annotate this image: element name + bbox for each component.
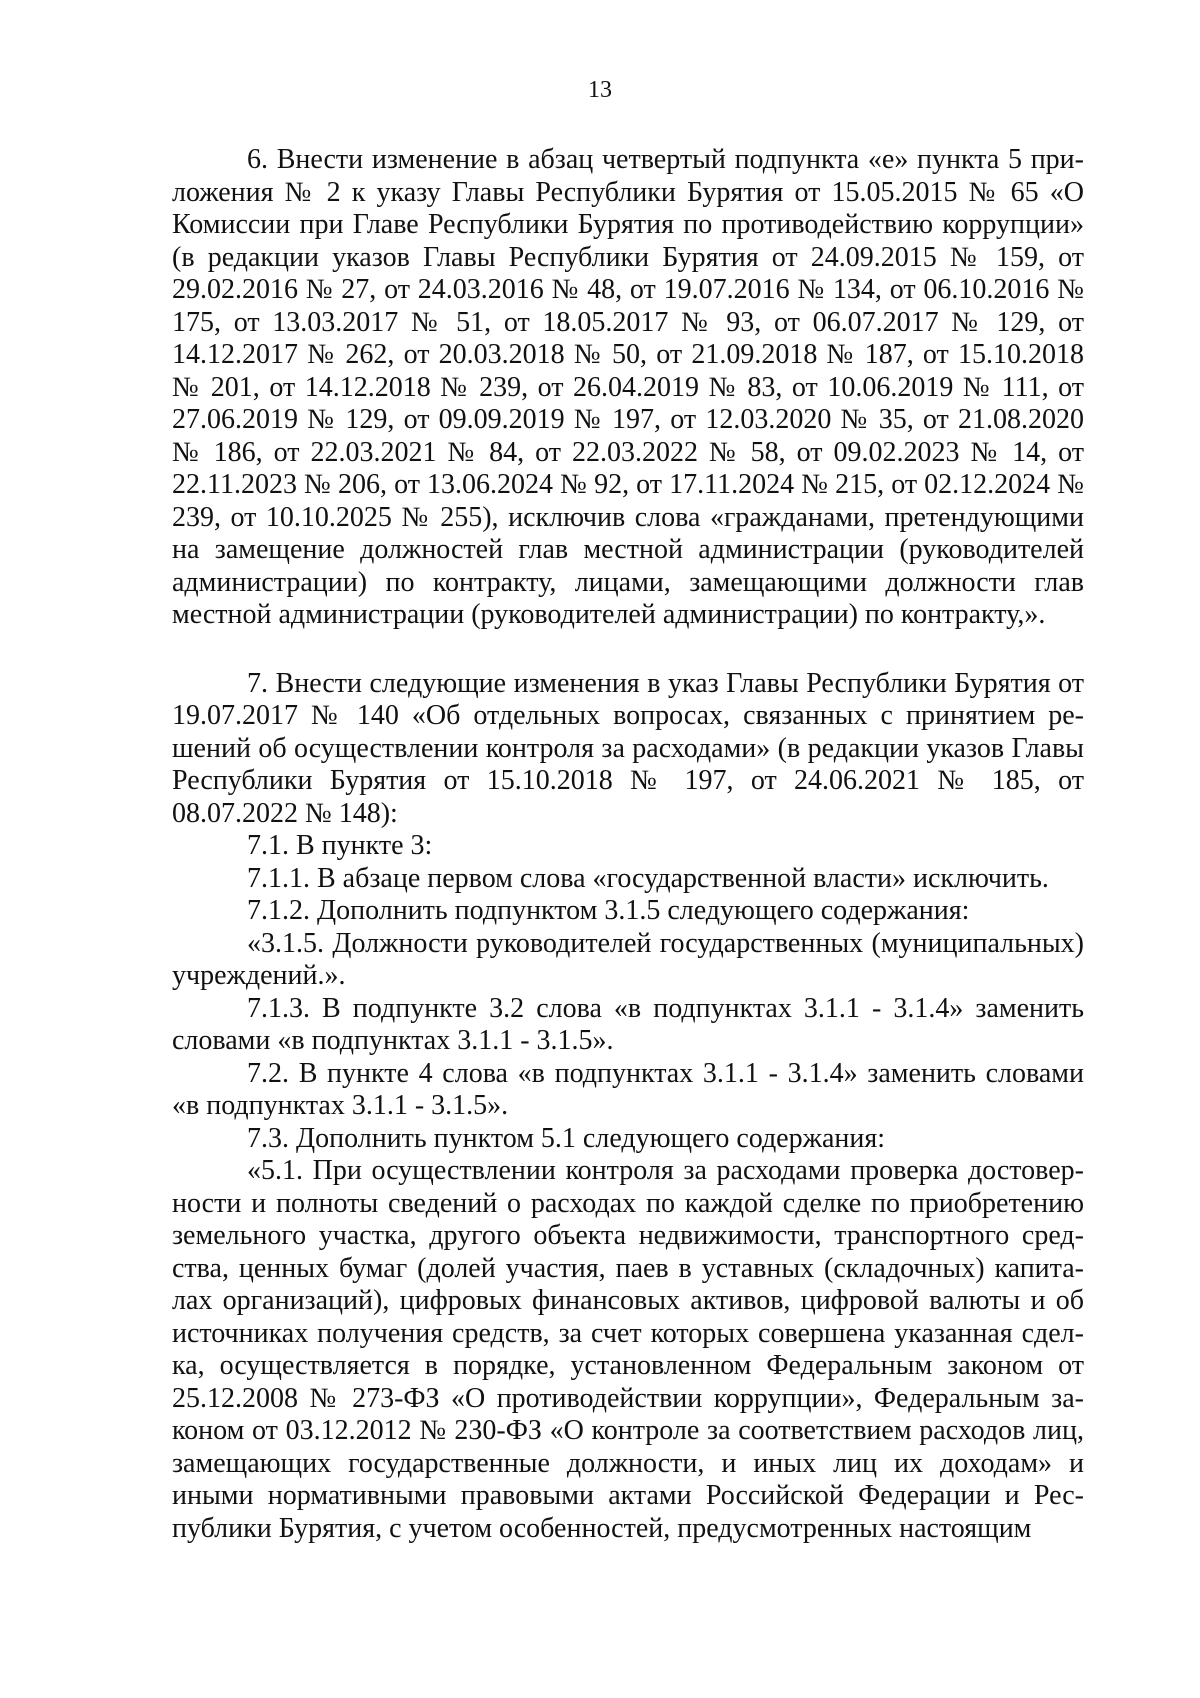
document-body (172, 144, 1084, 1545)
paragraph-5-1-quote: «5.1. При осуществлении контроля за расходами проверка достоверности и полноты сведений о расходах по каждой сделке по приобретению земельного участка, другого объекта недвижимости, транспортного средства, ценных бумаг (долей участия, паев в уставных (складочных) капиталах организаций), цифровых финансовых активов, цифровой валюты и об источниках получения средств, за счет которых совершена указанная сделка, осуществляется в порядке, установленном Федеральным законом от 25.12.2008 № 273-ФЗ «О противодействии коррупции», Федеральным законом от 03.12.2012 № 230-ФЗ «О контроле за соответствием расходов лиц, замещающих государственные должности, и иных лиц их доходам» и иными нормативными правовыми актами Российской Федерации и Республики Бурятия, с учетом особенностей, предусмотренных настоящим (172, 1155, 1084, 1544)
paragraph-item-7: 7. Внести следующие изменения в указ Главы Республики Бурятия от 19.07.2017 № 140 «Об отдельных вопросах, связанных с принятием решений об осуществлении контроля за расходами» (в редакции указов Главы Республики Бурятия от 15.10.2018 № 197, от 24.06.2021 № 185, от 08.07.2022 № 148): (172, 667, 1084, 829)
page-number: 13 (588, 77, 612, 103)
paragraph-7-1-1: 7.1.1. В абзаце первом слова «государственной власти» исключить. (247, 862, 1049, 894)
paragraph-7-1-3: 7.1.3. В подпункте 3.2 слова «в подпунктах 3.1.1 - 3.1.4» заменить словами «в подпунктах 3.1.1 - 3.1.5». (172, 992, 1084, 1056)
paragraph-7-1: 7.1. В пункте 3: (247, 830, 433, 861)
paragraph-7-2: 7.2. В пункте 4 слова «в подпунктах 3.1.1 - 3.1.4» заменить словами «в подпунктах 3.1.1 - 3.1.5». (172, 1057, 1084, 1121)
paragraph-7-1-2: 7.1.2. Дополнить подпунктом 3.1.5 следующего содержания: (247, 895, 970, 926)
paragraph-7-3: 7.3. Дополнить пунктом 5.1 следующего содержания: (247, 1122, 886, 1154)
paragraph-3-1-5-quote: «3.1.5. Должности руководителей государственных (муниципальных) учреждений.». (172, 927, 1084, 991)
paragraph-item-6: 6. Внести изменение в абзац четвертый подпункта «е» пункта 5 приложения № 2 к указу Главы Республики Бурятия от 15.05.2015 № 65 «О Комиссии при Главе Республики Бурятия по противодействию коррупции» (в редакции указов Главы Республики Бурятия от 24.09.2015 № 159, от 29.02.2016 № 27, от 24.03.2016 № 48, от 19.07.2016 № 134, от 06.10.2016 № 175, от 13.03.2017 № 51, от 18.05.2017 № 93, от 06.07.2017 № 129, от 14.12.2017 № 262, от 20.03.2018 № 50, от 21.09.2018 № 187, от 15.10.2018 № 201, от 14.12.2018 № 239, от 26.04.2019 № 83, от 10.06.2019 № 111, от 27.06.2019 № 129, от 09.09.2019 № 197, от 12.03.2020 № 35, от 21.08.2020 № 186, от 22.03.2021 № 84, от 22.03.2022 № 58, от 09.02.2023 № 14, от 22.11.2023 № 206, от 13.06.2024 № 92, от 17.11.2024 № 215, от 02.12.2024 № 239, от 10.10.2025 № 255), исключив слова «гражданами, претендующими на замещение должностей глав местной администрации (руководителей администрации) по контракту, лицами, замещающими должности глав местной администрации (руководителей администрации) по контракту,». (172, 144, 1084, 630)
